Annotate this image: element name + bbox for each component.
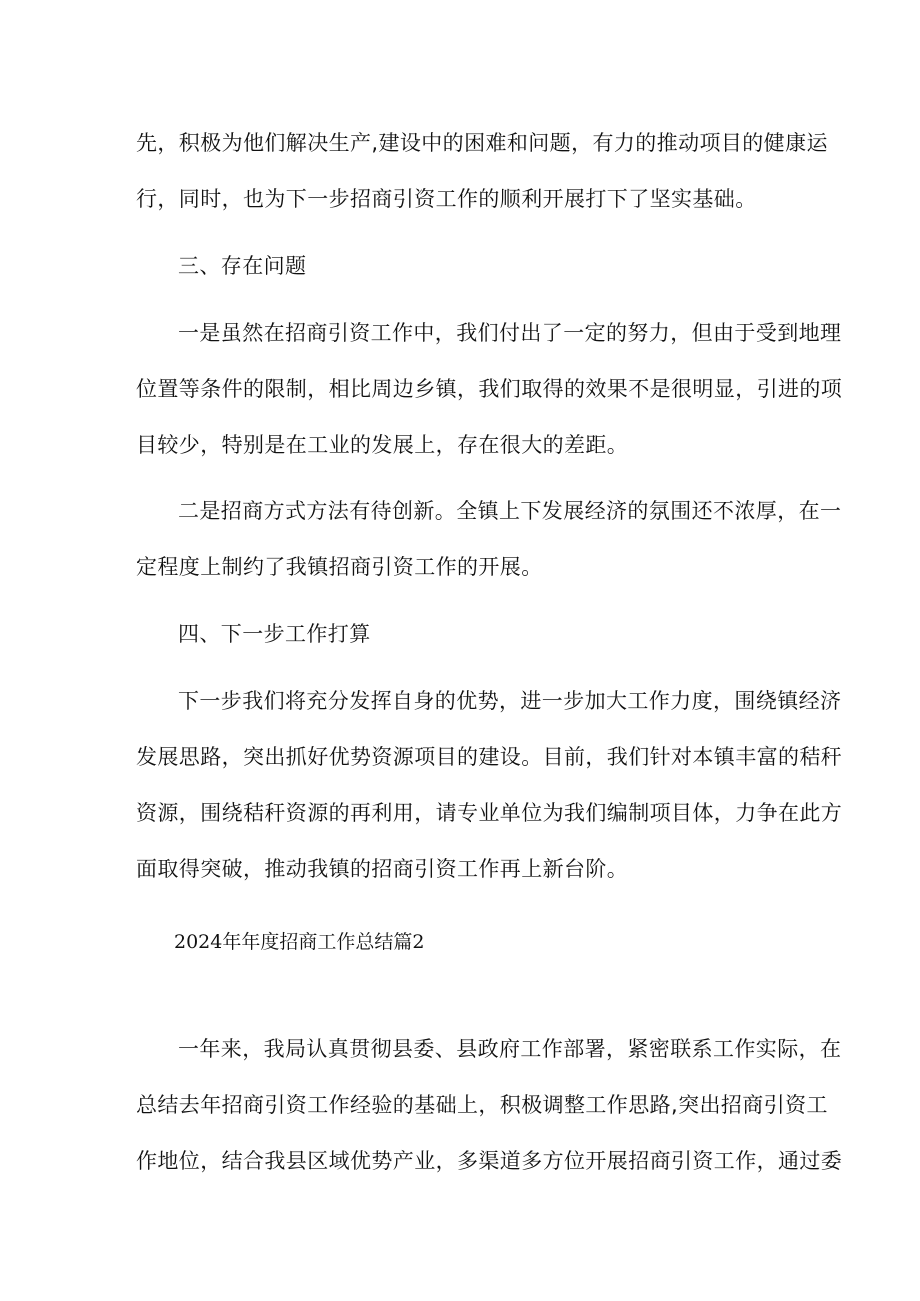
paragraph-line: 先，积极为他们解决生产,建设中的困难和问题，有力的推动项目的健康运	[136, 131, 828, 155]
paragraph-line: 面取得突破，推动我镇的招商引资工作再上新台阶。	[136, 857, 629, 881]
paragraph-line: 定程度上制约了我镇招商引资工作的开展。	[136, 555, 543, 579]
paragraph-line: 总结去年招商引资工作经验的基础上，积极调整工作思路,突出招商引资工	[136, 1093, 828, 1117]
paragraph-line: 发展思路，突出抓好优势资源项目的建设。目前，我们针对本镇丰富的秸秆	[136, 745, 843, 769]
paragraph-line: 资源，围绕秸秆资源的再利用，请专业单位为我们编制项目体，力争在此方	[136, 801, 843, 825]
paragraph-line: 一是虽然在招商引资工作中，我们付出了一定的努力，但由于受到地理	[178, 321, 842, 345]
paragraph-line: 下一步我们将充分发挥自身的优势，进一步加大工作力度，围绕镇经济	[178, 689, 842, 713]
section-subtitle: 2024年年度招商工作总结篇2	[174, 931, 425, 953]
paragraph-line: 作地位，结合我县区域优势产业，多渠道多方位开展招商引资工作，通过委	[136, 1149, 843, 1173]
paragraph-line: 二是招商方式方法有待创新。全镇上下发展经济的氛围还不浓厚，在一	[178, 499, 842, 523]
section-heading-4: 四、下一步工作打算	[178, 622, 371, 646]
paragraph-line: 行，同时，也为下一步招商引资工作的顺利开展打下了坚实基础。	[136, 187, 757, 211]
paragraph-line: 目较少，特别是在工业的发展上，存在很大的差距。	[136, 433, 629, 457]
section-heading-3: 三、存在问题	[178, 254, 307, 278]
paragraph-line: 位置等条件的限制，相比周边乡镇，我们取得的效果不是很明显，引进的项	[136, 377, 843, 401]
paragraph-line: 一年来，我局认真贯彻县委、县政府工作部署，紧密联系工作实际，在	[178, 1037, 842, 1061]
